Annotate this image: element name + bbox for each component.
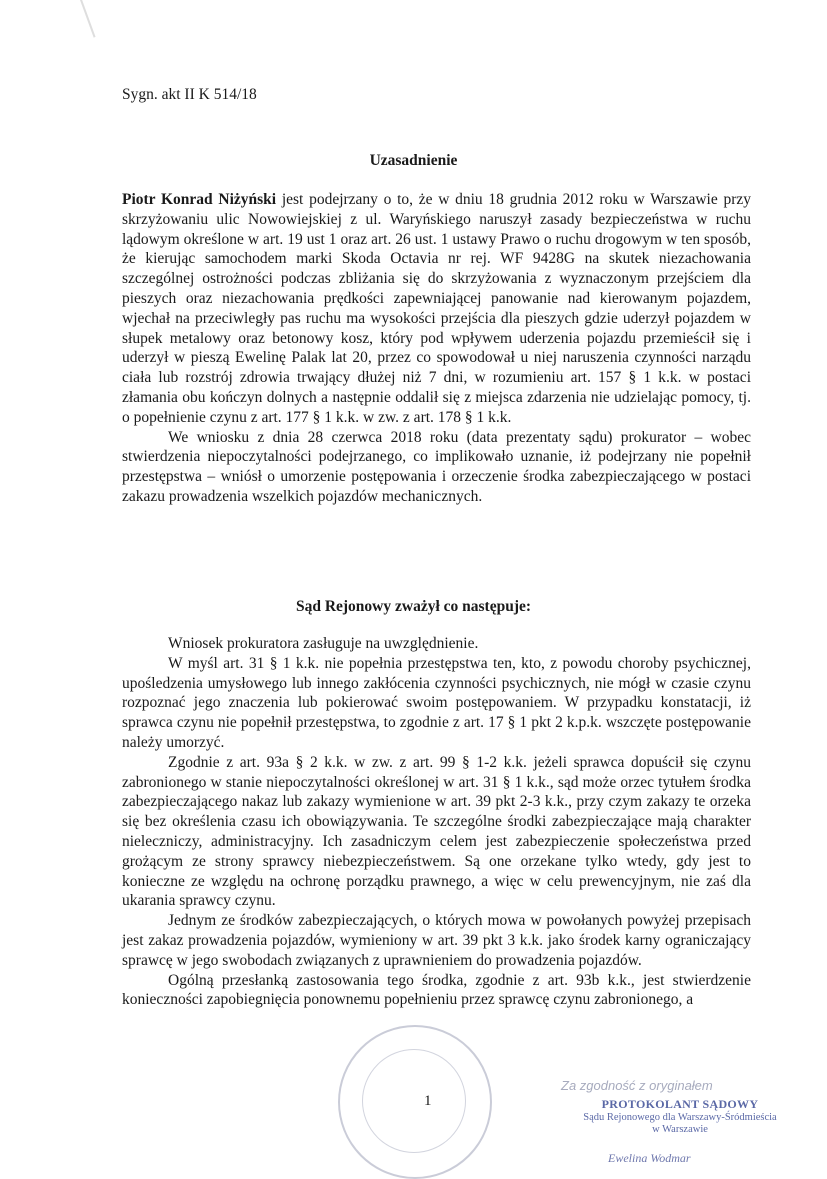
paragraph-charge [122,190,751,428]
paper-fold-mark [80,0,96,38]
section-charges [122,190,751,507]
court-seal-inner-ring [362,1049,466,1153]
paragraph-driving-ban: Jednym ze środków zabezpieczających, o których mowa w powołanych powyżej przepisach jest zakaz prowadzenia pojazdów, wymieniony w art. 39 pkt 3 k.k. jako środek karny ograniczający sprawcę w jego swobodach związanych z uprawnieniem do prowadzenia pojazdów. [122,912,751,969]
clerk-stamp [560,1097,800,1135]
paragraph-art-31: W myśl art. 31 § 1 k.k. nie popełnia przestępstwa ten, kto, z powodu choroby psychicznej, upośledzenia umysłowego lub innego zakłócenia czynności psychicznych, nie mógł w czasie czynu rozpoznać jego znaczenia lub pokierować swoim postępowaniem. W przypadku konstatacji, iż sprawca czynu nie popełnił przestępstwa, to zgodnie z art. 17 § 1 pkt 2 k.p.k. wszczęte postępowanie należy umorzyć. [122,654,751,751]
paragraph-prosecutor-motion: We wniosku z dnia 28 czerwca 2018 roku (data prezentaty sądu) prokurator – wobec stwierdzenia niepoczytalności podejrzanego, co implikowało uznanie, iż podejrzany nie popełnił przestępstwa – wniósł o umorzenie postępowania i orzeczenie środka zabezpieczającego w postaci zakazu prowadzenia wszelkich pojazdów mechanicznych. [122,428,751,505]
clerk-title: PROTOKOLANT SĄDOWY [601,1097,759,1111]
paragraph-1-text: jest podejrzany o to, że w dniu 18 grudnia 2012 roku w Warszawie przy skrzyżowaniu ulic Nowowiejskiej z ul. Waryńskiego naruszył zasady bezpieczeństwa w ruchu lądowym określone w art. 19 ust 1 oraz art. 26 ust. 1 ustawy Prawo o ruchu drogowym w ten sposób, że kierując samochodem marki Skoda Octavia nr rej. WF 9428G na skutek niezachowania szczególnej ostrożności podczas zbliżania się do skrzyżowania z wyznaczonym przejściem dla pieszych oraz niezachowania prędkości zapewniającej panowanie nad kierowanym pojazdem, wjechał na przeciwległy pas ruchu ma wysokości przejścia dla pieszych gdzie uderzył pojazdem w słupek metalowy oraz betonowy kosz, który pod wpływem uderzenia pojazdu przemieścił się i uderzył w pieszą Ewelinę Palak lat 20, przez co spowodował u niej naruszenia czynności narządu ciała lub rozstrój zdrowia trwający dłużej niż 7 dni, w rozumieniu art. 157 § 1 k.k. w postaci złamania obu kończyn dolnych a następnie oddalił się z miejsca zdarzenia nie udzielając pomocy, tj. o popełnienie czynu z art. 177 § 1 k.k. w zw. z art. 178 § 1 k.k. [122,191,752,426]
clerk-city: w Warszawie [652,1124,708,1135]
paragraph-motion-accepted: Wniosek prokuratora zasługuje na uwzględnienie. [168,635,479,652]
clerk-court-name: Sądu Rejonowego dla Warszawy-Śródmieścia [583,1112,777,1123]
certified-copy-note: Za zgodność z oryginałem [561,1078,713,1093]
section-reasoning [122,634,751,1010]
court-seal-icon [338,1025,492,1179]
accused-name: Piotr Konrad Niżyński [122,191,277,208]
paragraph-art-93b: Ogólną przesłanką zastosowania tego środka, zgodnie z art. 93b k.k., jest stwierdzenie konieczności zapobiegnięcia ponownemu popełnieniu przez sprawcę czynu zabronionego, a [122,971,751,1009]
case-signature: Sygn. akt II K 514/18 [122,86,257,103]
clerk-name: Ewelina Wodmar [608,1151,691,1165]
page-number: 1 [424,1093,432,1109]
heading-reasons: Uzasadnienie [369,152,458,169]
heading-court-considerations: Sąd Rejonowy zważył co następuje: [295,598,532,615]
paragraph-art-93a: Zgodnie z art. 93a § 2 k.k. w zw. z art. 99 § 1-2 k.k. jeżeli sprawca dopuścił się czynu zabronionego w stanie niepoczytalności określonej w art. 31 § 1 k.k., sąd może orzec tytułem środka zabezpieczającego nakaz lub zakazy wymienione w art. 39 pkt 2-3 k.k., przy czym zakazy te orzeka się bez określenia czasu ich obowiązywania. Te szczególne środki zabezpieczające mają charakter nieleczniczy, administracyjny. Ich zasadniczym celem jest zabezpieczenie społeczeństwa przed grożącym ze strony sprawcy niebezpieczeństwem. Są one orzekane tylko wtedy, gdy jest to konieczne ze względu na ochronę porządku prawnego, a więc w celu prewencyjnym, nie zaś dla ukarania sprawcy czynu. [122,753,751,910]
